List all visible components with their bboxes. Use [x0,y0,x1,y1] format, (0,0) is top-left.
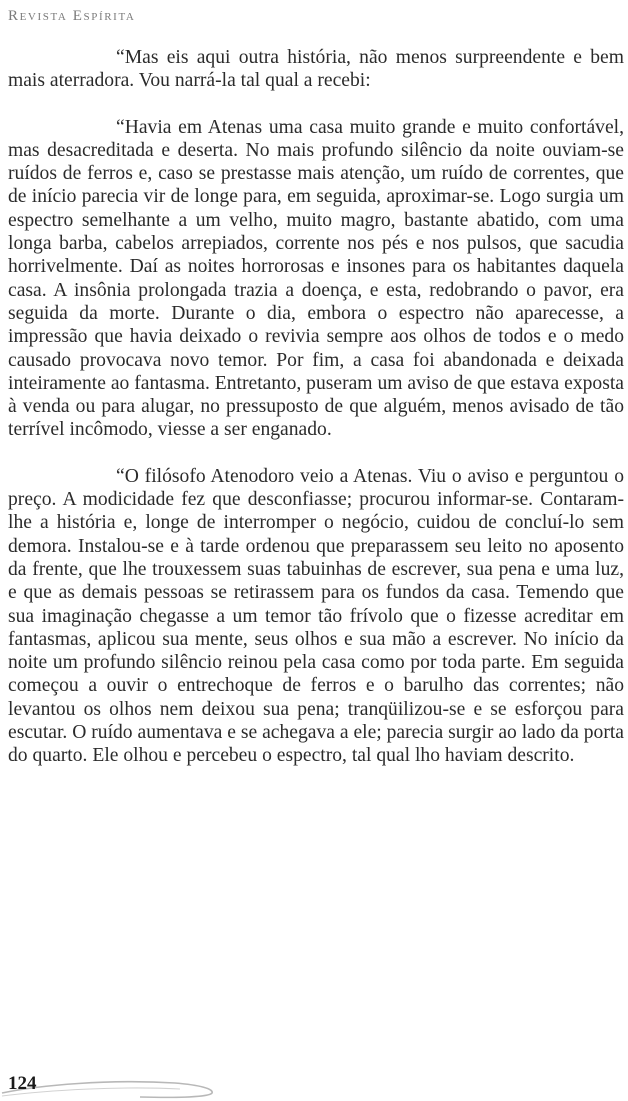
page-footer [0,1063,628,1101]
page-number: 124 [8,1073,37,1094]
paragraph-3: “O filósofo Atenodoro veio a Atenas. Viu o aviso e perguntou o preço. A modicidade fez que desconfiasse; procurou informar-se. Contaram-lhe a história e, longe de interromper o negócio, cuidou de concluí-lo sem demora. Instalou-se e à tarde ordenou que preparassem seu leito no aposento da frente, que lhe trouxessem suas tabuinhas de escrever, sua pena e uma luz, e que as demais pessoas se retirassem para os fundos da casa. Temendo que sua imaginação chegasse a um temor tão frívolo que o fizesse acreditar em fantasmas, aplicou sua mente, seus olhos e sua mão a escrever. No início da noite um profundo silêncio reinou pela casa como por toda parte. Em seguida começou a ouvir o entrechoque de ferros e o barulho das correntes; não levantou os olhos nem deixou sua pena; tranqüilizou-se e se esforçou para escutar. O ruído aumentava e se achegava a ele; parecia surgir ao lado da porta do quarto. Ele olhou e percebeu o espectro, tal qual lho haviam descrito. [8,465,625,767]
decorative-swoosh [0,1063,260,1101]
paragraph-1: “Mas eis aqui outra história, não menos surpreendente e bem mais aterradora. Vou narrá-la tal qual a recebi: [8,47,624,92]
paragraph-2: “Havia em Atenas uma casa muito grande e muito confortável, mas desacreditada e deserta. No mais profundo silêncio da noite ouviam-se ruídos de ferros e, caso se prestasse mais atenção, um ruído de correntes, que de início parecia vir de longe para, em seguida, aproximar-se. Logo surgia um espectro semelhante a um velho, muito magro, bastante abatido, com uma longa barba, cabelos arrepiados, corrente nos pés e nos pulsos, que sacudia horrivelmente. Daí as noites horrorosas e insones para os habitantes daquela casa. A insônia prolongada trazia a doença, e esta, redobrando o pavor, era seguida da morte. Durante o dia, embora o espectro não aparecesse, a impressão que havia deixado o revivia sempre aos olhos de todos e o medo causado provocava novo temor. Por fim, a casa foi abandonada e deixada inteiramente ao fantasma. Entretanto, puseram um aviso de que estava exposta à venda ou para alugar, no pressuposto de que alguém, menos avisado de tão terrível incômodo, viesse a ser enganado. [8,116,624,441]
running-head: Revista Espírita [8,8,136,24]
body-text [8,46,624,768]
